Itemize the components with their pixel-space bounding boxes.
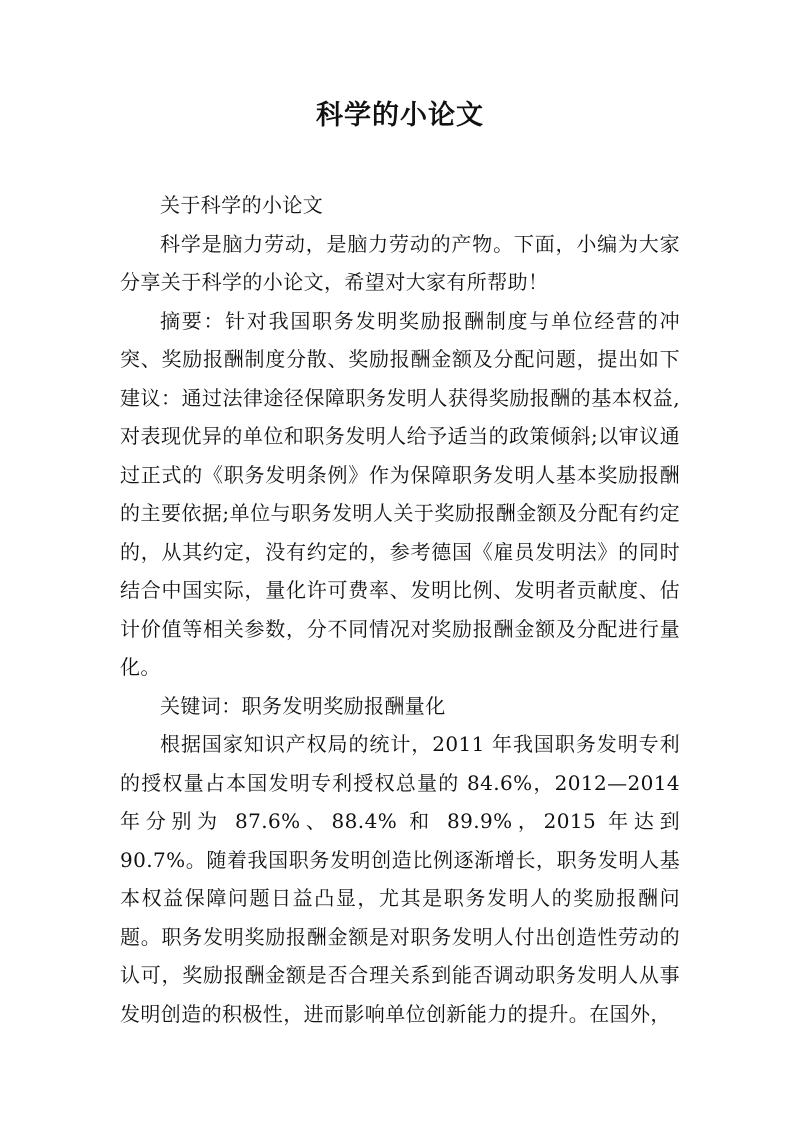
paragraph-intro: 科学是脑力劳动，是脑力劳动的产物。下面，小编为大家分享关于科学的小论文，希望对大家有所帮助！ xyxy=(120,231,680,294)
paragraph-keywords: 关键词：职务发明奖励报酬量化 xyxy=(160,693,446,718)
paragraph-body: 根据国家知识产权局的统计，2011 年我国职务发明专利的授权量占本国发明专利授权总量的 84.6%，2012—2014 年分别为 87.6%、88.4% 和 89.9%，2015 年达到 90.7%。随着我国职务发明创造比例逐渐增长，职务发明人基本权益保障问题日益凸显，尤其是职务发明人的奖励报酬问题。职务发明奖励报酬金额是对职务发明人付出创造性劳动的认可，奖励报酬金额是否合理关系到能否调动职务发明人从事发明创造的积极性，进而影响单位创新能力的提升。在国外， xyxy=(120,732,680,1026)
paragraph-subtitle: 关于科学的小论文 xyxy=(160,193,324,217)
document-title: 科学的小论文 xyxy=(316,100,484,131)
paragraph-abstract: 摘要：针对我国职务发明奖励报酬制度与单位经营的冲突、奖励报酬制度分散、奖励报酬金额及分配问题，提出如下建议：通过法律途径保障职务发明人获得奖励报酬的基本权益,对表现优异的单位和职务发明人给予适当的政策倾斜;以审议通过正式的《职务发明条例》作为保障职务发明人基本奖励报酬的主要依据;单位与职务发明人关于奖励报酬金额及分配有约定的，从其约定，没有约定的，参考德国《雇员发明法》的同时结合中国实际，量化许可费率、发明比例、发明者贡献度、估计价值等相关参数，分不同情况对奖励报酬金额及分配进行量化。 xyxy=(120,308,680,679)
document-body xyxy=(120,186,680,1033)
